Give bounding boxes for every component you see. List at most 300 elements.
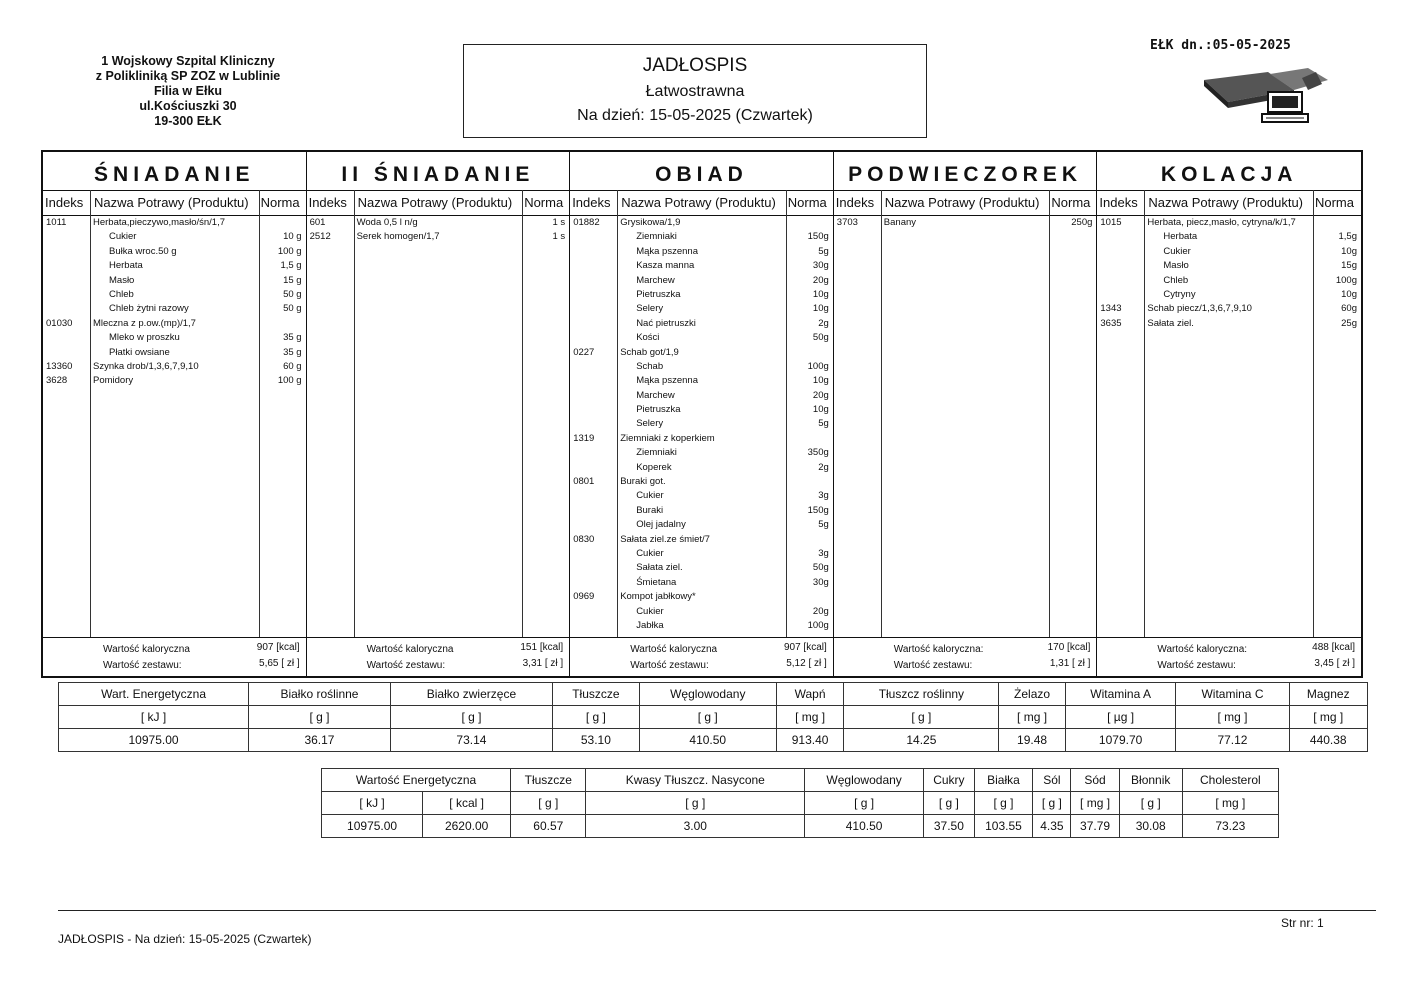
- meal-item-row: [570, 274, 833, 288]
- column-header-name: Nazwa Potrawy (Produktu): [884, 195, 1040, 210]
- item-name: Marchew: [636, 389, 675, 401]
- meal-title: PODWIECZOREK: [834, 152, 1097, 191]
- item-name: Herbata: [109, 260, 143, 272]
- item-norm: 2g: [818, 317, 829, 329]
- nutrient-value: 3.00: [586, 815, 805, 838]
- item-norm: 10g: [812, 404, 829, 416]
- meal-item-row: [570, 389, 833, 403]
- meal-column: [1097, 152, 1361, 676]
- nutrient-header: Białko zwierzęce: [390, 683, 552, 706]
- item-name: Schab: [636, 360, 664, 372]
- item-name: Selery: [636, 418, 664, 430]
- nutrient-unit: [ mg ]: [1071, 792, 1119, 815]
- nutrient-value: 1079.70: [1065, 729, 1176, 752]
- meal-item-row: [43, 216, 306, 230]
- item-name: Cukier: [1163, 245, 1191, 257]
- column-separator: [522, 190, 523, 638]
- clipboard-computer-icon: [1198, 62, 1338, 132]
- item-index: 1343: [1100, 303, 1122, 315]
- item-norm: 100 g: [277, 375, 302, 387]
- meal-item-row: [43, 245, 306, 259]
- column-separator: [354, 190, 355, 638]
- item-norm: 60 g: [283, 360, 302, 372]
- column-header-norm: Norma: [1314, 195, 1354, 210]
- nutrient-value: 73.14: [390, 729, 552, 752]
- item-norm: 10g: [812, 375, 829, 387]
- item-norm: 50 g: [283, 288, 302, 300]
- meal-item-row: [570, 230, 833, 244]
- item-name: Cukier: [636, 605, 664, 617]
- meal-item-row: [570, 346, 833, 360]
- column-header-row: [307, 191, 570, 216]
- column-header-index: Indeks: [572, 195, 611, 210]
- item-name: Płatki owsiane: [109, 346, 170, 358]
- item-name: Serek homogen/1,7: [356, 231, 440, 243]
- nutrient-unit: [ g ]: [924, 792, 974, 815]
- meal-item-row: [570, 317, 833, 331]
- nutrient-unit: [ g ]: [1119, 792, 1182, 815]
- page-number: Str nr: 1: [1281, 916, 1324, 930]
- nutrient-header: Żelazo: [999, 683, 1065, 706]
- meal-item-row: [570, 417, 833, 431]
- item-index: 01030: [46, 317, 73, 329]
- item-norm: 25g: [1341, 317, 1357, 329]
- item-index: 3628: [46, 375, 68, 387]
- item-norm: 100g: [807, 360, 829, 372]
- nutrient-unit: [ g ]: [805, 792, 924, 815]
- column-header-index: Indeks: [45, 195, 84, 210]
- meal-item-row: [43, 302, 306, 316]
- meal-title: KOLACJA: [1097, 152, 1361, 191]
- item-norm: 15g: [1341, 260, 1357, 272]
- nutrient-header: Witamina C: [1176, 683, 1289, 706]
- item-name: Nać pietruszki: [636, 317, 696, 329]
- nutrient-header: Węglowodany: [639, 683, 776, 706]
- meal-item-row: [570, 245, 833, 259]
- nutrient-value: 19.48: [999, 729, 1065, 752]
- nutrient-unit: [ g ]: [511, 792, 586, 815]
- nutrient-value: 37.50: [924, 815, 974, 838]
- nutrient-unit: [ mg ]: [1176, 706, 1289, 729]
- item-norm: 250g: [1071, 217, 1093, 228]
- meal-item-row: [570, 518, 833, 532]
- meal-item-row: [307, 230, 570, 244]
- meal-item-row: [43, 288, 306, 302]
- nutrient-value: 60.57: [511, 815, 586, 838]
- hospital-line: 1 Wojskowy Szpital Kliniczny: [101, 54, 275, 68]
- nutrition2-value-row: [322, 815, 1279, 838]
- energy-header: Wartość Energetyczna: [322, 769, 511, 792]
- item-name: Sałata ziel.: [1147, 317, 1194, 329]
- meal-item-row: [570, 216, 833, 230]
- nutrient-value: 4.35: [1033, 815, 1071, 838]
- hospital-line: Filia w Ełku: [153, 84, 223, 98]
- meal-item-row: [570, 547, 833, 561]
- cost-label: Wartość zestawu:: [630, 660, 709, 671]
- meal-summary: [307, 637, 570, 676]
- nutrient-unit: [ kJ ]: [322, 792, 423, 815]
- item-name: Selery: [636, 303, 664, 315]
- nutrient-header: Tłuszcze: [553, 683, 640, 706]
- item-name: Szynka drob/1,3,6,7,9,10: [93, 360, 199, 372]
- hospital-line: 19-300 EŁK: [154, 114, 222, 128]
- item-name: Cukier: [636, 547, 664, 559]
- column-header-name: Nazwa Potrawy (Produktu): [94, 195, 249, 210]
- item-norm: 10 g: [283, 231, 302, 243]
- item-norm: 3g: [818, 547, 829, 559]
- meal-title: OBIAD: [570, 152, 833, 191]
- meal-item-row: [1097, 288, 1361, 302]
- cost-value: 3,45 [ zł ]: [1314, 658, 1355, 669]
- meal-item-row: [43, 360, 306, 374]
- item-name: Herbata, piecz,masło, cytryna/k/1,7: [1147, 217, 1296, 228]
- item-name: Kompot jabłkowy*: [620, 591, 696, 603]
- title-box: [463, 44, 927, 138]
- item-norm: 10g: [812, 288, 829, 300]
- meal-item-row: [570, 446, 833, 460]
- nutrient-header: Wart. Energetyczna: [59, 683, 249, 706]
- item-norm: 15 g: [283, 274, 302, 286]
- meal-item-row: [1097, 317, 1361, 331]
- diet-name: Łatwostrawna: [645, 83, 745, 100]
- cost-value: 3,31 [ zł ]: [522, 658, 564, 669]
- hospital-line: z Polikliniką SP ZOZ w Lublinie: [95, 69, 281, 83]
- item-norm: 5g: [818, 245, 829, 257]
- nutrient-unit: [ g ]: [844, 706, 999, 729]
- nutrient-header: Białko roślinne: [249, 683, 391, 706]
- nutrient-header: Wapń: [776, 683, 844, 706]
- column-header-row: [1097, 191, 1361, 216]
- item-name: Marchew: [636, 274, 675, 286]
- item-index: 1319: [573, 432, 595, 444]
- column-header-row: [43, 191, 306, 216]
- item-name: Mleczna z p.ow.(mp)/1,7: [93, 317, 196, 329]
- item-name: Chleb żytni razowy: [109, 303, 189, 315]
- nutrition2-header-row: [322, 769, 1279, 792]
- column-header-index: Indeks: [1099, 195, 1138, 210]
- meal-title: II ŚNIADANIE: [307, 152, 570, 191]
- meal-item-row: [570, 475, 833, 489]
- item-name: Cytryny: [1163, 288, 1196, 300]
- nutrient-unit: [ g ]: [249, 706, 391, 729]
- item-norm: 150g: [807, 231, 829, 243]
- nutrient-header: Tłuszcze: [511, 769, 586, 792]
- meal-item-row: [570, 374, 833, 388]
- item-name: Schab got/1,9: [620, 346, 679, 358]
- item-norm: 60g: [1341, 303, 1357, 315]
- meal-item-row: [1097, 302, 1361, 316]
- item-index: 2512: [309, 231, 331, 243]
- nutrient-value: 36.17: [249, 729, 391, 752]
- cost-value: 5,65 [ zł ]: [259, 658, 300, 669]
- meal-column: [570, 152, 834, 676]
- footer-text: JADŁOSPIS - Na dzień: 15-05-2025 (Czwartek): [58, 932, 312, 946]
- item-name: Olej jadalny: [636, 519, 686, 531]
- nutrient-value: 10975.00: [322, 815, 423, 838]
- meal-item-row: [43, 259, 306, 273]
- item-norm: 30g: [812, 260, 829, 272]
- item-index: 1015: [1100, 217, 1122, 228]
- nutrient-unit: [ g ]: [390, 706, 552, 729]
- item-norm: 50 g: [283, 303, 302, 315]
- meal-title: ŚNIADANIE: [43, 152, 306, 191]
- item-norm: 350g: [807, 447, 829, 459]
- nutrient-value: 410.50: [639, 729, 776, 752]
- item-norm: 1,5g: [1338, 231, 1357, 243]
- item-name: Pietruszka: [636, 288, 681, 300]
- item-name: Ziemniaki: [636, 447, 677, 459]
- column-header-row: [570, 191, 833, 216]
- meal-item-row: [43, 346, 306, 360]
- meal-item-row: [1097, 259, 1361, 273]
- item-name: Kości: [636, 332, 660, 344]
- meal-item-row: [1097, 216, 1361, 230]
- issue-date: EŁK dn.:05-05-2025: [1150, 38, 1291, 53]
- item-norm: 20g: [812, 274, 829, 286]
- hospital-line: ul.Kościuszki 30: [139, 99, 237, 113]
- nutrient-unit: [ g ]: [586, 792, 805, 815]
- item-name: Grysikowa/1,9: [620, 217, 681, 228]
- meal-item-row: [570, 561, 833, 575]
- column-header-name: Nazwa Potrawy (Produktu): [357, 195, 513, 210]
- item-name: Chleb: [1163, 274, 1189, 286]
- meal-item-row: [570, 489, 833, 503]
- item-norm: 35 g: [283, 346, 302, 358]
- item-norm: 35 g: [283, 332, 302, 344]
- item-name: Schab piecz/1,3,6,7,9,10: [1147, 303, 1252, 315]
- meal-item-row: [43, 331, 306, 345]
- item-index: 0801: [573, 476, 595, 488]
- column-header-index: Indeks: [308, 195, 347, 210]
- item-name: Cukier: [109, 231, 137, 243]
- item-name: Herbata,pieczywo,masło/śn/1,7: [93, 217, 226, 228]
- nutrient-unit: [ mg ]: [776, 706, 844, 729]
- item-name: Mąka pszenna: [636, 375, 698, 387]
- item-norm: 50g: [812, 332, 829, 344]
- meal-column: [834, 152, 1098, 676]
- meal-item-row: [570, 259, 833, 273]
- nutrient-header: Błonnik: [1119, 769, 1182, 792]
- item-norm: 1,5 g: [280, 260, 302, 272]
- meal-item-row: [570, 590, 833, 604]
- column-header-name: Nazwa Potrawy (Produktu): [1148, 195, 1304, 210]
- item-name: Masło: [1163, 260, 1189, 272]
- meal-item-row: [570, 432, 833, 446]
- item-name: Woda 0,5 l n/g: [356, 217, 418, 228]
- nutrient-value: 73.23: [1182, 815, 1278, 838]
- nutrient-unit: [ mg ]: [999, 706, 1065, 729]
- kcal-label: Wartość kaloryczna:: [893, 644, 984, 655]
- meal-summary: [43, 637, 306, 676]
- meal-column: [43, 152, 307, 676]
- nutrient-header: Cukry: [924, 769, 974, 792]
- item-name: Bułka wroc.50 g: [109, 245, 177, 257]
- nutrient-unit: [ g ]: [553, 706, 640, 729]
- item-name: Pietruszka: [636, 404, 681, 416]
- column-header-norm: Norma: [787, 195, 827, 210]
- kcal-label: Wartość kaloryczna: [366, 644, 454, 655]
- hospital-address: [78, 54, 298, 129]
- column-header-name: Nazwa Potrawy (Produktu): [621, 195, 776, 210]
- item-name: Sałata ziel.ze śmiet/7: [620, 533, 710, 545]
- item-index: 0830: [573, 533, 595, 545]
- meal-item-row: [570, 619, 833, 633]
- column-header-norm: Norma: [1051, 195, 1091, 210]
- column-header-index: Indeks: [835, 195, 875, 210]
- meal-items: [1097, 216, 1361, 331]
- cost-label: Wartość zestawu:: [366, 660, 446, 671]
- kcal-value: 488 [kcal]: [1312, 642, 1355, 653]
- menu-date: Na dzień: 15-05-2025 (Czwartek): [577, 107, 813, 124]
- meal-item-row: [1097, 274, 1361, 288]
- nutrient-header: Magnez: [1289, 683, 1368, 706]
- meal-item-row: [570, 533, 833, 547]
- item-name: Śmietana: [636, 576, 677, 588]
- menu-title: JADŁOSPIS: [642, 55, 748, 76]
- cost-label: Wartość zestawu:: [1157, 660, 1236, 671]
- meal-items: [43, 216, 306, 389]
- item-norm: 10g: [812, 303, 829, 315]
- item-index: 0969: [573, 591, 595, 603]
- kcal-label: Wartość kaloryczna:: [1157, 644, 1248, 655]
- nutrient-value: 77.12: [1176, 729, 1289, 752]
- meal-item-row: [43, 374, 306, 388]
- item-name: Ziemniaki z koperkiem: [620, 432, 715, 444]
- nutrient-unit: [ kcal ]: [423, 792, 511, 815]
- meal-item-row: [834, 216, 1097, 230]
- item-name: Ziemniaki: [636, 231, 677, 243]
- column-header-norm: Norma: [524, 195, 564, 210]
- nutrient-value: 103.55: [974, 815, 1033, 838]
- item-index: 601: [309, 217, 326, 228]
- nutrient-header: Cholesterol: [1182, 769, 1278, 792]
- nutrition2-unit-row: [322, 792, 1279, 815]
- meal-item-row: [570, 302, 833, 316]
- item-name: Koperek: [636, 461, 672, 473]
- meal-item-row: [1097, 230, 1361, 244]
- item-name: Buraki: [636, 504, 664, 516]
- item-name: Herbata: [1163, 231, 1198, 243]
- column-header-row: [834, 191, 1097, 216]
- meal-item-row: [570, 504, 833, 518]
- kcal-label: Wartość kaloryczna: [103, 644, 190, 655]
- item-norm: 100 g: [277, 245, 302, 257]
- nutrient-unit: [ g ]: [1033, 792, 1071, 815]
- item-index: 13360: [46, 360, 73, 372]
- nutrient-unit: [ mg ]: [1289, 706, 1368, 729]
- nutrient-header: Białka: [974, 769, 1033, 792]
- nutrition-table-primary: [58, 682, 1368, 752]
- item-name: Buraki got.: [620, 476, 666, 488]
- meal-items: [307, 216, 570, 245]
- item-norm: 20g: [812, 389, 829, 401]
- nutrient-value: 410.50: [805, 815, 924, 838]
- item-norm: 20g: [812, 605, 829, 617]
- item-name: Pomidory: [93, 375, 134, 387]
- meal-item-row: [307, 216, 570, 230]
- meal-item-row: [570, 360, 833, 374]
- nutrient-unit: [ kJ ]: [59, 706, 249, 729]
- item-name: Chleb: [109, 288, 134, 300]
- item-name: Kasza manna: [636, 260, 695, 272]
- nutrient-value: 913.40: [776, 729, 844, 752]
- item-name: Cukier: [636, 490, 664, 502]
- nutrition-header-row: [59, 683, 1368, 706]
- item-name: Masło: [109, 274, 135, 286]
- meal-summary: [570, 637, 833, 676]
- item-norm: 1 s: [552, 217, 566, 228]
- meal-items: [570, 216, 833, 633]
- meal-item-row: [570, 288, 833, 302]
- meal-item-row: [43, 230, 306, 244]
- cost-label: Wartość zestawu:: [893, 660, 973, 671]
- item-norm: 50g: [812, 562, 829, 574]
- meal-item-row: [1097, 245, 1361, 259]
- meal-item-row: [570, 461, 833, 475]
- meal-item-row: [43, 274, 306, 288]
- item-name: Sałata ziel.: [636, 562, 683, 574]
- item-norm: 5g: [818, 418, 829, 430]
- meal-summary: [834, 637, 1097, 676]
- item-name: Banany: [883, 217, 917, 228]
- nutrient-value: 53.10: [553, 729, 640, 752]
- nutrient-value: 14.25: [844, 729, 999, 752]
- menu-grid: [41, 150, 1363, 678]
- item-index: 0227: [573, 346, 595, 358]
- item-norm: 3g: [818, 490, 829, 502]
- nutrition-value-row: [59, 729, 1368, 752]
- column-separator: [881, 190, 882, 638]
- item-index: 01882: [573, 217, 600, 228]
- column-header-norm: Norma: [260, 195, 300, 210]
- nutrient-header: Sód: [1071, 769, 1119, 792]
- meal-item-row: [570, 605, 833, 619]
- nutrient-value: 30.08: [1119, 815, 1182, 838]
- item-name: Mąka pszenna: [636, 245, 698, 257]
- item-norm: 10g: [1341, 245, 1357, 257]
- nutrient-header: Węglowodany: [805, 769, 924, 792]
- nutrient-unit: [ µg ]: [1065, 706, 1176, 729]
- kcal-value: 907 [kcal]: [256, 642, 300, 653]
- nutrient-unit: [ g ]: [639, 706, 776, 729]
- nutrient-value: 440.38: [1289, 729, 1368, 752]
- kcal-value: 170 [kcal]: [1047, 642, 1091, 653]
- nutrient-value: 10975.00: [59, 729, 249, 752]
- item-norm: 100g: [807, 619, 829, 631]
- item-index: 3703: [836, 217, 858, 228]
- kcal-value: 151 [kcal]: [520, 642, 564, 653]
- nutrient-header: Sól: [1033, 769, 1071, 792]
- item-index: 3635: [1100, 317, 1122, 329]
- nutrition-table-label: [321, 768, 1279, 838]
- kcal-value: 907 [kcal]: [783, 642, 827, 653]
- nutrient-unit: [ g ]: [974, 792, 1033, 815]
- item-norm: 30g: [812, 576, 829, 588]
- meal-item-row: [43, 317, 306, 331]
- item-name: Mleko w proszku: [109, 332, 180, 344]
- nutrient-unit: [ mg ]: [1182, 792, 1278, 815]
- meal-item-row: [570, 331, 833, 345]
- item-norm: 1 s: [552, 231, 566, 243]
- meal-column: [307, 152, 571, 676]
- meal-summary: [1097, 637, 1361, 676]
- cost-value: 1,31 [ zł ]: [1049, 658, 1091, 669]
- nutrient-header: Tłuszcz roślinny: [844, 683, 999, 706]
- footer-divider: [58, 910, 1376, 911]
- meal-items: [834, 216, 1097, 230]
- item-name: Jabłka: [636, 619, 664, 631]
- nutrient-value: 37.79: [1071, 815, 1119, 838]
